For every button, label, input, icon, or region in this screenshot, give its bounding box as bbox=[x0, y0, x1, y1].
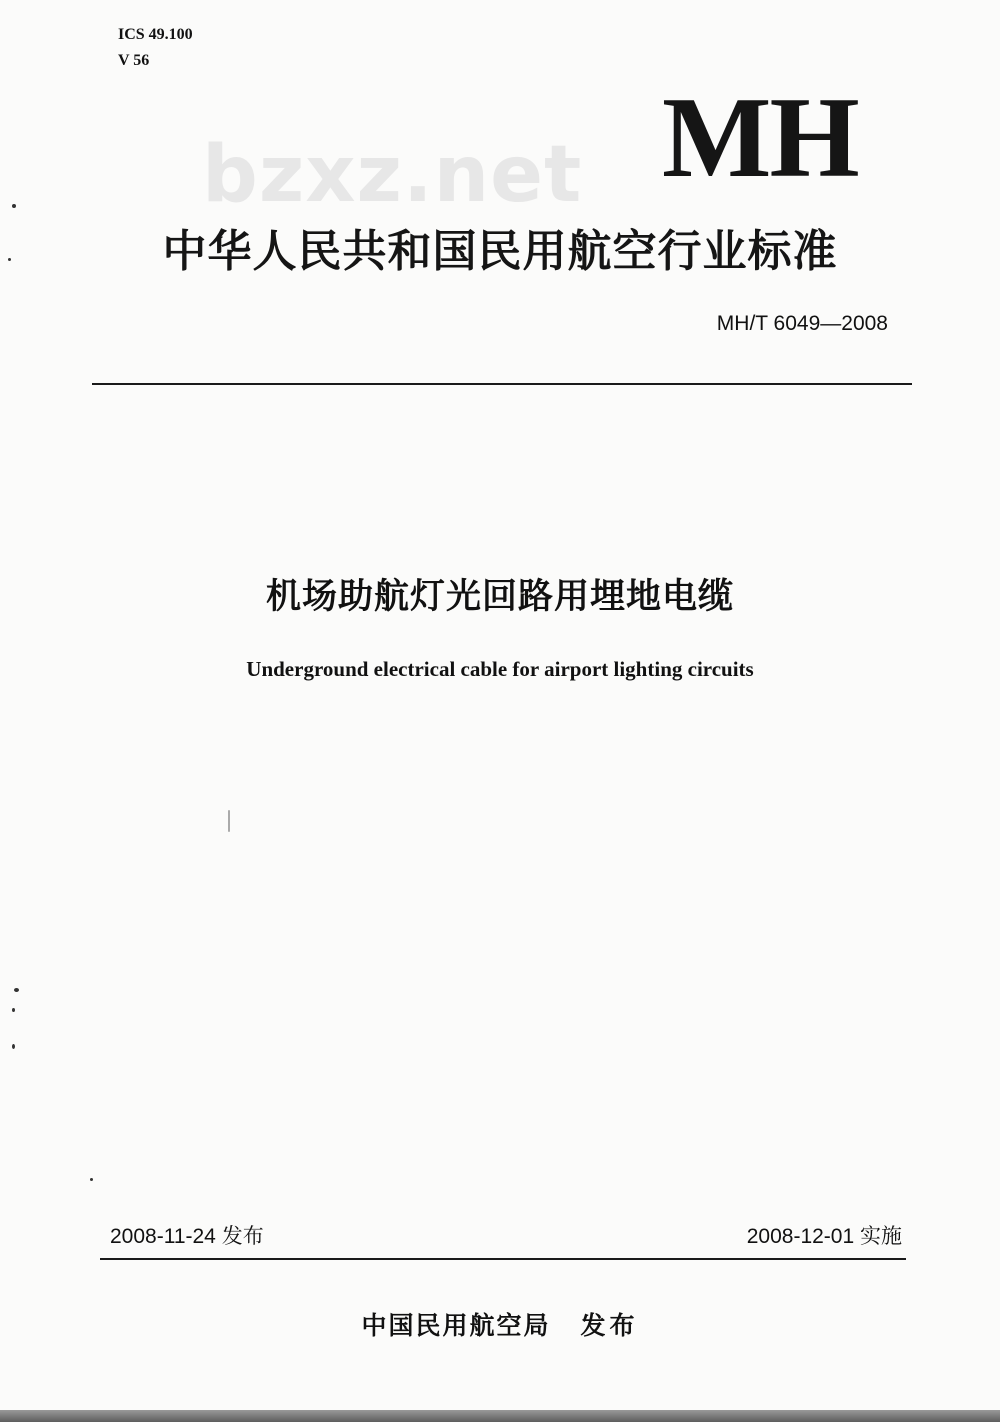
classification-block bbox=[118, 22, 193, 74]
document-title-en: Underground electrical cable for airport lighting circuits bbox=[246, 657, 754, 681]
ics-number: ICS 49.100 bbox=[118, 26, 193, 43]
watermark: bzxz.net bbox=[202, 130, 583, 220]
scan-speck bbox=[8, 258, 11, 261]
scan-speck bbox=[90, 1178, 93, 1181]
standard-title-text: 中华人民共和国民用航空行业标准 bbox=[162, 226, 838, 277]
standard-title bbox=[0, 222, 1000, 282]
publish-date: 2008-11-24 发布 bbox=[110, 1225, 264, 1248]
effective-date: 2008-12-01 实施 bbox=[746, 1225, 902, 1248]
top-divider bbox=[92, 383, 912, 385]
category-code: V 56 bbox=[118, 52, 150, 69]
bottom-divider bbox=[100, 1258, 906, 1260]
scan-speck bbox=[12, 1008, 15, 1012]
scan-speck bbox=[12, 204, 16, 208]
scan-edge-bar bbox=[0, 1410, 1000, 1422]
document-title-cn: 机场助航灯光回路用埋地电缆 bbox=[265, 577, 734, 617]
standard-logo: MH bbox=[662, 74, 858, 202]
scan-speck bbox=[14, 988, 19, 992]
issuer-action: 发布 bbox=[580, 1311, 639, 1340]
issuer-line bbox=[0, 1306, 1000, 1346]
standard-code: MH/T 6049—2008 bbox=[716, 312, 888, 335]
scan-speck bbox=[12, 1044, 15, 1049]
scan-speck bbox=[228, 810, 230, 832]
issuer-organization: 中国民用航空局 bbox=[361, 1311, 551, 1340]
